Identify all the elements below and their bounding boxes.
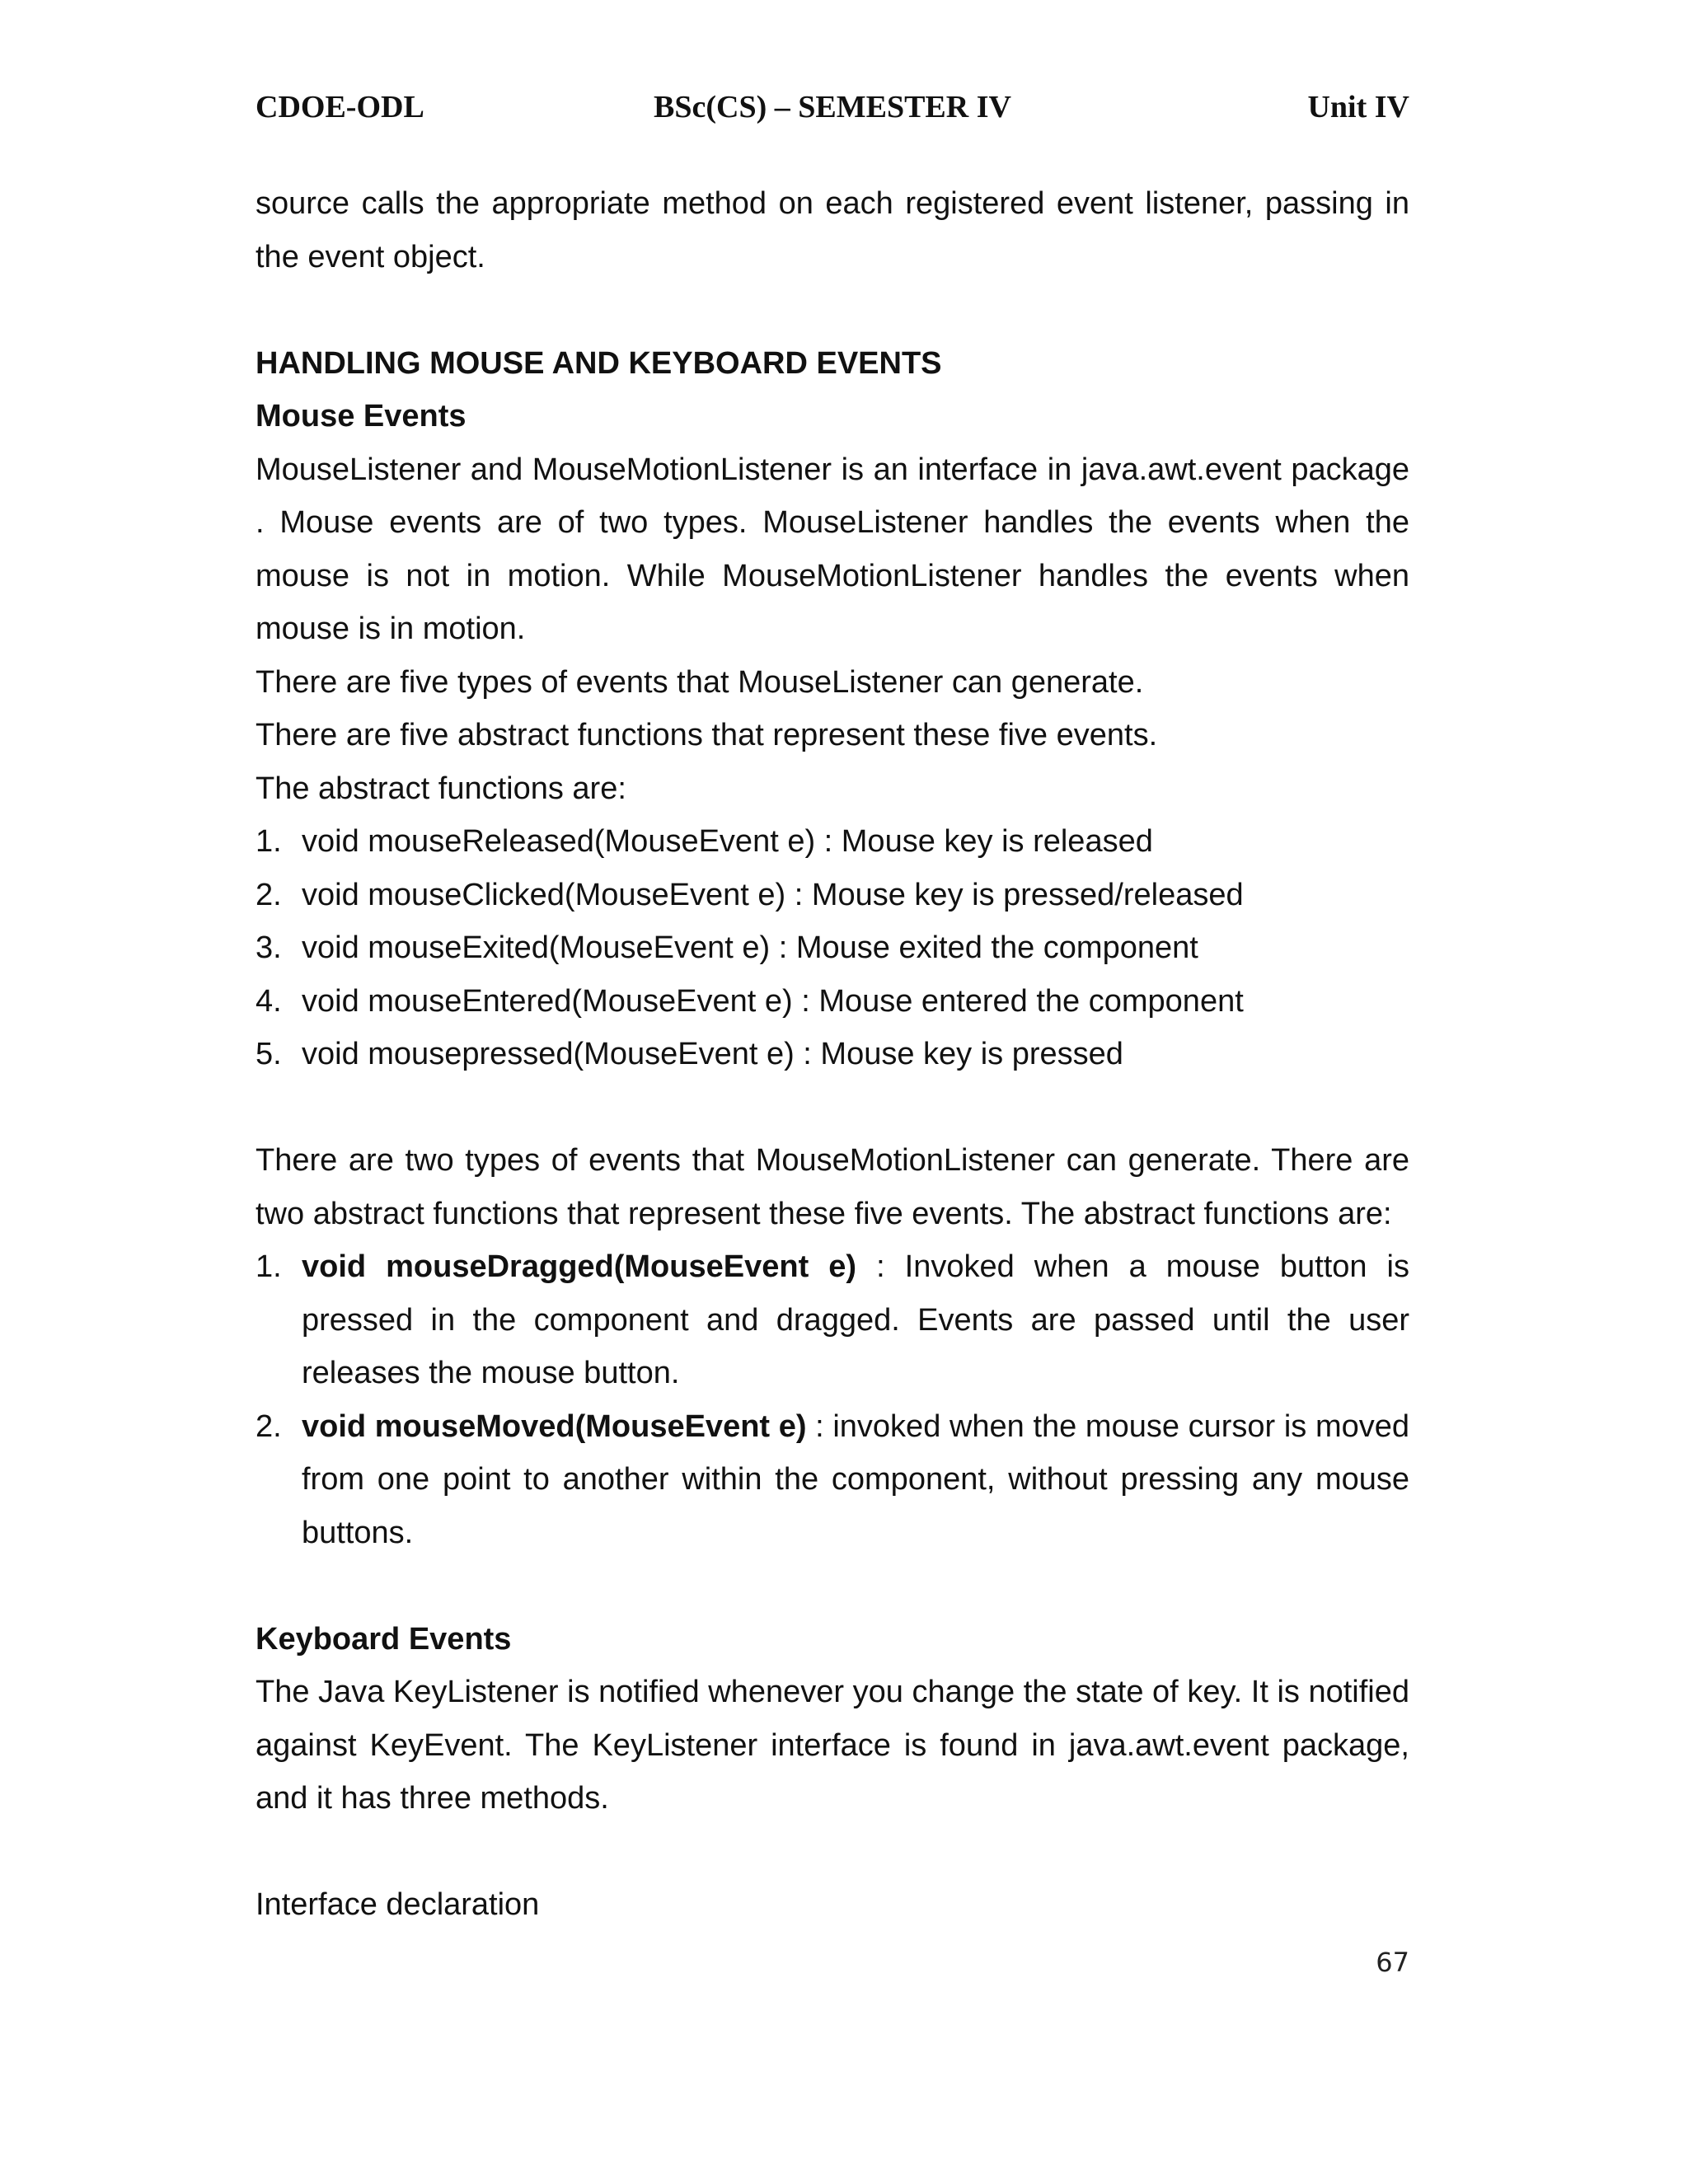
list-item bbox=[256, 869, 1409, 922]
mouse-motion-function-list bbox=[256, 1240, 1409, 1559]
mouse-listener-line-3: The abstract functions are: bbox=[256, 771, 626, 806]
list-number: 5. bbox=[256, 1037, 282, 1071]
interface-declaration-label: Interface declaration bbox=[256, 1887, 540, 1922]
list-text: void mouseClicked(MouseEvent e) : Mouse key is pressed/released bbox=[302, 877, 1244, 912]
function-signature: void mouseMoved(MouseEvent e) bbox=[302, 1408, 807, 1444]
mouse-events-paragraph: MouseListener and MouseMotionListener is an interface in java.awt.event package . Mouse events are of two types. MouseListener handles the events when the mouse is not in motion. While MouseMotionListener handles the events when mouse is in motion. bbox=[256, 452, 1409, 646]
list-item bbox=[256, 1240, 1409, 1400]
list-number: 4. bbox=[256, 983, 282, 1019]
mouse-listener-line-1: There are five types of events that MouseListener can generate. bbox=[256, 664, 1144, 700]
page-body bbox=[256, 177, 1409, 1932]
mouse-motion-paragraph: There are two types of events that MouseMotionListener can generate. There are two abstract functions that represent these five events. The abstract functions are: bbox=[256, 1143, 1409, 1231]
section-title: HANDLING MOUSE AND KEYBOARD EVENTS bbox=[256, 345, 942, 381]
function-signature: void mouseDragged(MouseEvent e) bbox=[302, 1249, 857, 1284]
mouse-listener-function-list bbox=[256, 815, 1409, 1081]
mouse-events-heading: Mouse Events bbox=[256, 399, 467, 434]
list-text: void mousepressed(MouseEvent e) : Mouse key is pressed bbox=[302, 1037, 1123, 1071]
header-unit: Unit IV bbox=[1307, 90, 1409, 124]
list-item bbox=[256, 921, 1409, 975]
header-course: BSc(CS) – SEMESTER IV bbox=[654, 90, 1011, 124]
list-number: 1. bbox=[256, 824, 282, 859]
list-number: 2. bbox=[256, 877, 282, 912]
list-text: void mouseReleased(MouseEvent e) : Mouse key is released bbox=[302, 824, 1153, 859]
list-item bbox=[256, 975, 1409, 1029]
list-number: 1. bbox=[256, 1249, 282, 1284]
list-text: void mouseExited(MouseEvent e) : Mouse exited the component bbox=[302, 930, 1198, 965]
keyboard-events-paragraph: The Java KeyListener is notified whenever you change the state of key. It is notified against KeyEvent. The KeyListener interface is found in java.awt.event package, and it has three methods. bbox=[256, 1675, 1409, 1816]
list-number: 2. bbox=[256, 1408, 282, 1444]
list-number: 3. bbox=[256, 930, 282, 965]
list-item bbox=[256, 815, 1409, 869]
page-header bbox=[256, 89, 1409, 130]
header-institution: CDOE-ODL bbox=[256, 90, 424, 124]
list-item bbox=[256, 1028, 1409, 1081]
list-item bbox=[256, 1400, 1409, 1560]
list-text bbox=[302, 1400, 1409, 1560]
page-number: 67 bbox=[1376, 1947, 1409, 1978]
function-description: : invoked when the mouse cursor is moved from one point to another within the component, without pressing any mouse buttons. bbox=[302, 1408, 1409, 1550]
list-text bbox=[302, 1240, 1409, 1400]
list-text: void mouseEntered(MouseEvent e) : Mouse entered the component bbox=[302, 983, 1244, 1019]
intro-paragraph: source calls the appropriate method on each registered event listener, passing in the event object. bbox=[256, 186, 1409, 274]
keyboard-events-heading: Keyboard Events bbox=[256, 1621, 512, 1657]
function-description: : Invoked when a mouse button is pressed in the component and dragged. Events are passed until the user releases the mouse button. bbox=[302, 1249, 1409, 1390]
mouse-listener-line-2: There are five abstract functions that represent these five events. bbox=[256, 718, 1158, 752]
